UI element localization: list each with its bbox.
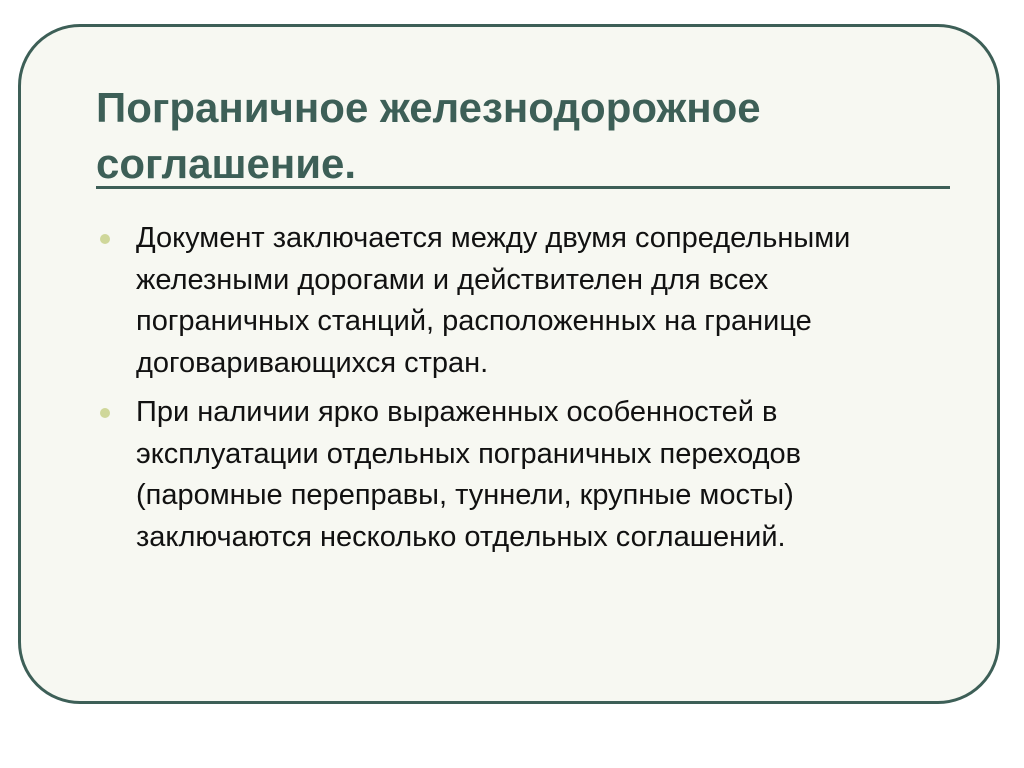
slide-title: Пограничное железнодорожное соглашение. xyxy=(96,84,761,187)
bullet-item xyxy=(96,218,916,384)
bullet-text: Документ заключается между двумя сопредельными железными дорогами и действителен для всех пограничных станций, расположенных на границе договаривающихся стран. xyxy=(136,222,851,379)
bullet-dot-icon xyxy=(100,234,110,244)
bullet-dot-icon xyxy=(100,408,110,418)
bullet-list xyxy=(96,218,916,566)
bullet-text: При наличии ярко выраженных особенностей в эксплуатации отдельных пограничных переходов (паромные переправы, туннели, крупные мосты) заключаются несколько отдельных соглашений. xyxy=(136,396,802,553)
title-divider xyxy=(96,186,950,189)
bullet-item xyxy=(96,392,916,558)
